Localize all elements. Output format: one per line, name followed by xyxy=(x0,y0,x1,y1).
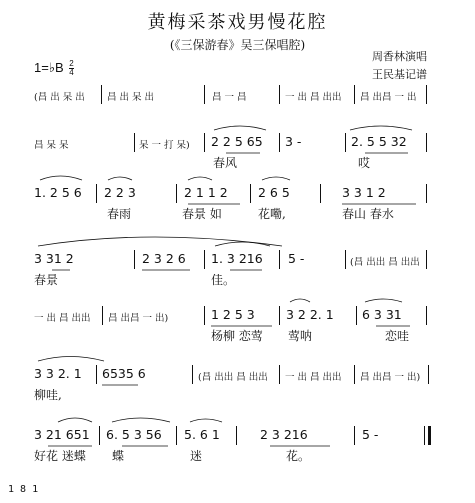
song-title: 黄梅采茶戏男慢花腔 xyxy=(147,12,328,33)
barline xyxy=(176,426,177,445)
slur xyxy=(190,419,222,422)
measure: 1 2 5 3 xyxy=(211,307,255,322)
barline xyxy=(320,184,321,203)
measure: (昌 出出 昌 出出 xyxy=(198,372,268,383)
measure: 昌 出昌 一 出) xyxy=(360,372,421,383)
lyric: 蝶 xyxy=(112,449,125,463)
key-label: 1=♭B xyxy=(34,60,64,75)
barline xyxy=(426,184,427,203)
barline xyxy=(204,133,205,152)
score-row-7 xyxy=(0,426,475,466)
measure: 昌 一 昌 xyxy=(212,92,247,103)
score-row-2 xyxy=(0,133,475,173)
barline xyxy=(204,306,205,325)
barline xyxy=(102,306,103,325)
lyric: 柳哇, xyxy=(34,388,62,402)
barline xyxy=(354,426,355,445)
slur xyxy=(108,177,132,180)
barline xyxy=(279,306,280,325)
barline xyxy=(354,365,355,384)
lyric: 春风 xyxy=(213,156,238,170)
barline xyxy=(279,133,280,152)
barline xyxy=(192,365,193,384)
final-barline xyxy=(428,426,431,445)
measure: 2 3 216 xyxy=(260,427,308,442)
measure: 昌 出 呆 出 xyxy=(107,92,155,103)
measure: 昌 出昌 一 出) xyxy=(108,313,169,324)
measure: 5 - xyxy=(362,427,379,442)
score-row-5 xyxy=(0,306,475,346)
lyric: 春景 xyxy=(34,273,59,287)
barline xyxy=(426,85,427,104)
barline xyxy=(96,365,97,384)
measure: 一 出 昌 出出 xyxy=(34,313,91,324)
barline xyxy=(279,85,280,104)
lyric: 哎 xyxy=(358,156,371,170)
lyric: 杨柳 恋莺 xyxy=(211,329,263,343)
measure: 6 3 31 xyxy=(362,307,402,322)
measure: 昌 呆 呆 xyxy=(34,140,69,151)
measure: 2 6 5 xyxy=(258,185,290,200)
measure: 一 出 昌 出出 xyxy=(285,92,342,103)
singer-credit: 周香林演唱 xyxy=(372,50,427,63)
barline xyxy=(99,426,100,445)
barline xyxy=(204,250,205,269)
lyric: 春雨 xyxy=(107,207,132,221)
measure: 5 - xyxy=(288,251,305,266)
slur xyxy=(38,237,282,246)
slur xyxy=(215,242,270,246)
barline xyxy=(279,250,280,269)
measure: 一 出 昌 出出 xyxy=(285,372,342,383)
barline xyxy=(345,133,346,152)
score-row-3 xyxy=(0,184,475,224)
lyric: 春景 如 xyxy=(182,207,222,221)
score-row-1 xyxy=(0,85,475,125)
barline xyxy=(356,306,357,325)
measure: (昌 出出 昌 出出 xyxy=(350,257,420,268)
slur xyxy=(40,176,82,180)
measure: 3 2 2. 1 xyxy=(286,307,334,322)
measure: 3 21 651 xyxy=(34,427,90,442)
score-row-6 xyxy=(0,365,475,405)
barline xyxy=(176,184,177,203)
measure: 3 - xyxy=(285,134,302,149)
barline xyxy=(426,133,427,152)
barline xyxy=(96,184,97,203)
key-signature xyxy=(34,60,74,77)
barline xyxy=(426,250,427,269)
slur xyxy=(112,418,170,422)
barline xyxy=(250,184,251,203)
final-barline xyxy=(424,426,425,445)
barline xyxy=(236,426,237,445)
barline xyxy=(204,85,205,104)
measure: 3 3 2. 1 xyxy=(34,366,82,381)
measure: 2 2 5 65 xyxy=(211,134,263,149)
measure: 1. 3 216 xyxy=(211,251,263,266)
lyric: 佳。 xyxy=(211,273,236,287)
measure: 1. 2 5 6 xyxy=(34,185,82,200)
measure: 6. 5 3 56 xyxy=(106,427,162,442)
lyric: 恋哇 xyxy=(385,329,410,343)
measure: 3 31 2 xyxy=(34,251,74,266)
barline xyxy=(101,85,102,104)
slur xyxy=(365,299,402,302)
page-number: 1 8 1 xyxy=(8,484,39,495)
lyric: 花。 xyxy=(286,449,311,463)
slur xyxy=(262,177,290,180)
lyric: 好花 迷蝶 xyxy=(34,449,86,463)
barline xyxy=(345,250,346,269)
measure: 3 3 1 2 xyxy=(342,185,386,200)
barline xyxy=(134,250,135,269)
barline xyxy=(426,306,427,325)
score-row-4 xyxy=(0,250,475,290)
measure: 呆 一 打 呆) xyxy=(139,140,190,151)
lyric: 迷 xyxy=(190,449,203,463)
slur xyxy=(38,357,104,362)
slur xyxy=(290,299,310,302)
slur xyxy=(188,177,212,180)
lyric: 莺呐 xyxy=(288,329,313,343)
measure: 2 1 1 2 xyxy=(184,185,228,200)
slur xyxy=(58,418,92,422)
lyric: 春山 春水 xyxy=(342,207,394,221)
measure: 5. 6 1 xyxy=(184,427,220,442)
measure: 2 2 3 xyxy=(104,185,136,200)
barline xyxy=(354,85,355,104)
measure: 昌 出昌 一 出 xyxy=(360,92,417,103)
slur xyxy=(350,126,412,130)
measure: 6535 6 xyxy=(102,366,146,381)
measure: (昌 出 呆 出 xyxy=(34,92,85,103)
measure: 2. 5 5 32 xyxy=(351,134,407,149)
barline xyxy=(279,365,280,384)
measure: 2 3 2 6 xyxy=(142,251,186,266)
barline xyxy=(428,365,429,384)
slur xyxy=(214,126,266,130)
lyric: 花嘞, xyxy=(258,207,286,221)
transcriber-credit: 王民基记谱 xyxy=(372,68,427,81)
time-signature: $\frac{2}{4}$ xyxy=(69,59,74,78)
barline xyxy=(134,133,135,152)
song-subtitle: (《三保游春》吴三保唱腔) xyxy=(169,38,306,52)
